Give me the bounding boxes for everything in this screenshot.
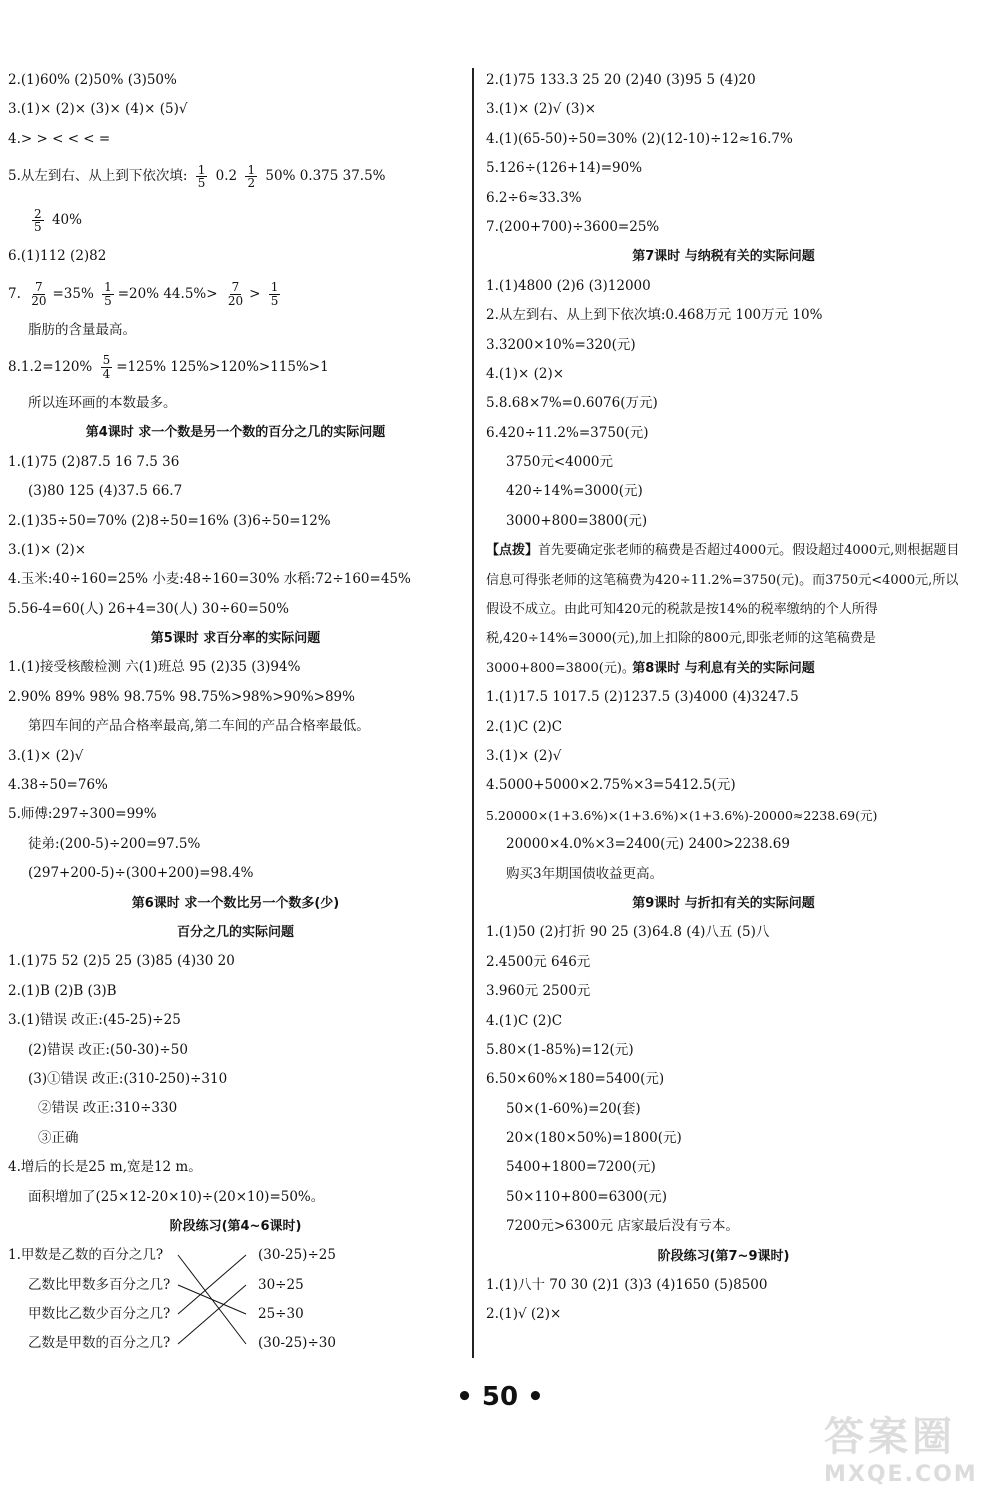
answer-line: 所以连环画的本数最多。: [28, 394, 177, 411]
match-question: 甲数比乙数少百分之几?: [28, 1306, 171, 1323]
fraction: $\frac{7}{20}$: [31, 279, 47, 308]
answer-line: 1.(1)75 (2)87.5 16 7.5 36: [8, 453, 180, 470]
answer-line: (3)80 125 (4)37.5 66.7: [28, 483, 183, 500]
answer-line: 6.420÷11.2%=3750(元): [486, 424, 649, 441]
answer-line: $\frac{2}{5}$ 40%: [34, 206, 82, 235]
match-question: 乙数是甲数的百分之几?: [28, 1335, 171, 1352]
section-heading: 百分之几的实际问题: [176, 924, 294, 940]
answer-line: 徒弟:(200-5)÷200=97.5%: [28, 835, 201, 852]
answer-line: 7. $\frac{7}{20}$ =35% $\frac{1}{5}$ =20% 44.5%> $\frac{7}{20}$ > $\frac{1}{5}$: [8, 279, 279, 308]
section-heading: 第5课时 求百分率的实际问题: [150, 631, 321, 647]
watermark-url: MXQE.COM: [824, 1462, 978, 1487]
answer-line: 3.(1)× (2)√: [8, 747, 84, 764]
section-heading: 第7课时 与纳税有关的实际问题: [632, 249, 815, 265]
answer-line: 5400+1800=7200(元): [506, 1159, 656, 1176]
column-divider: [472, 68, 474, 1358]
answer-line: 5.56-4=60(人) 26+4=30(人) 30÷60=50%: [8, 600, 289, 617]
fraction: $\frac{5}{4}$: [102, 353, 111, 381]
fraction: $\frac{1}{5}$: [104, 279, 112, 308]
answer-line: 1.(1)17.5 1017.5 (2)1237.5 (3)4000 (4)3247.5: [486, 689, 799, 706]
answer-line: 4.玉米:40÷160=25% 小麦:48÷160=30% 水稻:72÷160=45%: [8, 571, 411, 588]
answer-line: 2.(1)75 133.3 25 20 (2)40 (3)95 5 (4)20: [486, 72, 756, 88]
fraction: $\frac{2}{5}$: [34, 206, 42, 235]
fraction: $\frac{1}{5}$: [270, 279, 279, 308]
answer-line: 4.> > < < < =: [8, 130, 111, 147]
answer-line: 4.5000+5000×2.75%×3=5412.5(元): [486, 777, 736, 794]
left-column: [8, 66, 463, 1359]
answer-line: 2.(1)√ (2)×: [486, 1306, 562, 1323]
answer-line: (3)①错误 改正:(310-250)÷310: [28, 1070, 228, 1087]
answer-line: 3.(1)× (2)√: [486, 748, 562, 765]
answer-line: 1.(1)4800 (2)6 (3)12000: [486, 277, 651, 294]
answer-line: 购买3年期国债收益更高。: [506, 865, 664, 882]
answer-line: 4.增后的长是25 m,宽是12 m。: [8, 1159, 202, 1176]
match-expression: (30-25)÷30: [258, 1335, 336, 1352]
fraction: $\frac{1}{5}$: [197, 162, 206, 191]
answer-line: 3.960元 2500元: [486, 983, 591, 1000]
answer-line: 5.师傅:297÷300=99%: [8, 806, 157, 823]
answer-line: 2.(1)35÷50=70% (2)8÷50=16% (3)6÷50=12%: [8, 512, 331, 529]
answer-line: 脂肪的含量最高。: [28, 321, 136, 338]
section-heading: 第9课时 与折扣有关的实际问题: [632, 895, 815, 911]
answer-line: 8.1.2=120% $\frac{5}{4}$ =125% 125%>120%>115%>1: [8, 353, 329, 381]
answer-line: 4.(1)× (2)×: [486, 365, 565, 382]
match-question: 乙数比甲数多百分之几?: [28, 1276, 171, 1293]
answer-line: 3.(1)错误 改正:(45-25)÷25: [8, 1012, 181, 1029]
match-question: 1.甲数是乙数的百分之几?: [8, 1247, 164, 1264]
answer-line: 20×(180×50%)=1800(元): [506, 1130, 682, 1147]
answer-line: 3.(1)× (2)×: [8, 541, 87, 558]
answer-line: 3.(1)× (2)× (3)× (4)× (5)√: [8, 101, 188, 118]
answer-line: 20000×4.0%×3=2400(元) 2400>2238.69: [506, 836, 790, 853]
answer-line: 3.(1)× (2)√ (3)×: [486, 101, 597, 118]
section-heading: 第6课时 求一个数比另一个数多(少): [131, 895, 340, 911]
answer-line: 420÷14%=3000(元): [506, 483, 643, 500]
answer-line: 5.80×(1-85%)=12(元): [486, 1041, 634, 1058]
answer-line: 7200元>6300元 店家最后没有亏本。: [506, 1218, 739, 1235]
answer-line: 50×(1-60%)=20(套): [506, 1100, 641, 1117]
answer-line: 第四车间的产品合格率最高,第二车间的产品合格率最低。: [28, 718, 370, 735]
fraction: $\frac{7}{20}$: [227, 279, 244, 308]
answer-line: (297+200-5)÷(300+200)=98.4%: [28, 865, 254, 882]
answer-line: 1.(1)八十 70 30 (2)1 (3)3 (4)1650 (5)8500: [486, 1277, 768, 1294]
watermark-logo: [824, 1405, 994, 1495]
answer-line: 5.8.68×7%=0.6076(万元): [486, 395, 658, 412]
answer-line: 50×110+800=6300(元): [506, 1188, 668, 1205]
answer-line: 3000+800=3800(元): [506, 512, 648, 529]
answer-line: 面积增加了(25×12-20×10)÷(20×10)=50%。: [28, 1188, 325, 1205]
section-heading: 阶段练习(第4~6课时): [169, 1218, 302, 1234]
answer-line: 3.3200×10%=320(元): [486, 336, 636, 353]
matching-exercise: [8, 1241, 463, 1359]
answer-line: 2.(1)60% (2)50% (3)50%: [8, 72, 177, 88]
fraction: $\frac{1}{2}$: [247, 162, 256, 191]
answer-line: 2.(1)B (2)B (3)B: [8, 982, 117, 999]
tip-text: 首先要确定张老师的稿费是否超过4000元。假设超过4000元,则根据题目信息可得张老师的这笔稿费为420÷11.2%=3750(元)。而3750元<4000元,所以假设不成立。由此可知420元的税款是按14%的税率缴纳的个人所得税,420÷14%=3000(元),加上扣除的800元,即张老师的这笔稿费是3000+800=3800(元)。: [486, 543, 960, 676]
answer-line: ③正确: [38, 1129, 79, 1146]
answer-line: 5.126÷(126+14)=90%: [486, 160, 643, 177]
answer-line: 4.(1)(65-50)÷50=30% (2)(12-10)÷12≈16.7%: [486, 130, 793, 147]
answer-line: ②错误 改正:310÷330: [38, 1100, 178, 1117]
section-heading: 第4课时 求一个数是另一个数的百分之几的实际问题: [85, 425, 386, 441]
answer-line: 7.(200+700)÷3600=25%: [486, 218, 660, 235]
answer-line: 1.(1)接受核酸检测 六(1)班总 95 (2)35 (3)94%: [8, 659, 301, 676]
match-expression: 30÷25: [258, 1276, 304, 1293]
answer-line: 1.(1)50 (2)打折 90 25 (3)64.8 (4)八五 (5)八: [486, 924, 770, 941]
watermark-main: 答案圈: [824, 1414, 956, 1460]
answer-line: 2.4500元 646元: [486, 953, 591, 970]
answer-line: 5.20000×(1+3.6%)×(1+3.6%)×(1+3.6%)-20000≈2238.69(元): [486, 807, 878, 823]
answer-line: 6.2÷6≈33.3%: [486, 189, 582, 206]
match-expression: 25÷30: [258, 1306, 304, 1323]
page-number: • 50 •: [456, 1382, 544, 1412]
answer-line: 5.从左到右、从上到下依次填: $\frac{1}{5}$ 0.2 $\frac{1}{2}$ 50% 0.375 37.5%: [8, 162, 386, 191]
tip-tag: 【点拨】: [486, 543, 539, 559]
answer-line: (2)错误 改正:(50-30)÷50: [28, 1041, 188, 1058]
right-column: [486, 66, 961, 1330]
answer-line: 4.(1)C (2)C: [486, 1012, 563, 1029]
answer-line: 1.(1)75 52 (2)5 25 (3)85 (4)30 20: [8, 953, 235, 970]
answer-line: 3750元<4000元: [506, 454, 614, 471]
answer-line: 2.90% 89% 98% 98.75% 98.75%>98%>90%>89%: [8, 688, 355, 705]
answer-line: 2.(1)C (2)C: [486, 718, 563, 735]
answer-line: 2.从左到右、从上到下依次填:0.468万元 100万元 10%: [486, 307, 823, 324]
match-expression: (30-25)÷25: [258, 1247, 336, 1264]
answer-line: 6.(1)112 (2)82: [8, 248, 107, 265]
section-heading: 阶段练习(第7~9课时): [657, 1248, 790, 1264]
answer-line: 4.38÷50=76%: [8, 777, 108, 794]
answer-line: 6.50×60%×180=5400(元): [486, 1071, 665, 1088]
section-heading: 第8课时 与利息有关的实际问题: [632, 660, 815, 676]
